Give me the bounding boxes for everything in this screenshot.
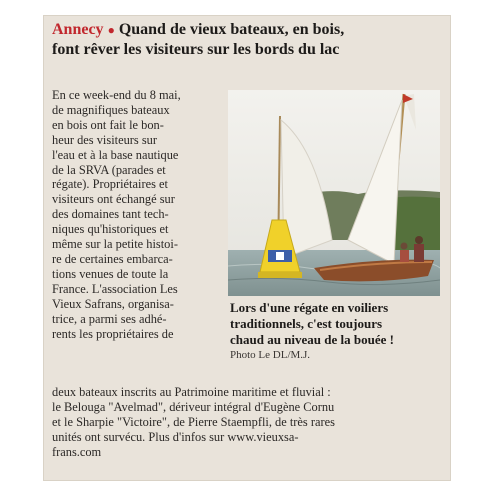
body-line: l'eau et à la base nautique xyxy=(52,147,179,162)
article-body-continued xyxy=(52,385,448,460)
body-line: deux bateaux inscrits au Patrimoine maritime et fluvial : xyxy=(52,385,331,399)
headline xyxy=(52,20,444,59)
body-line: France. L'association Les xyxy=(52,281,178,296)
body-line: de la SRVA (parades et xyxy=(52,162,166,177)
body-line: niques qu'historiques et xyxy=(52,222,169,237)
newspaper-clipping xyxy=(44,16,450,480)
body-line: et le Sharpie "Victoire", de Pierre Staempfli, de très rares xyxy=(52,414,335,429)
body-line: unités ont survécu. Plus d'infos sur www.vieuxsa- xyxy=(52,429,299,444)
body-line: de magnifiques bateaux xyxy=(52,102,170,117)
photo-caption xyxy=(230,300,446,348)
caption-line: chaud au niveau de la bouée ! xyxy=(230,332,394,347)
body-line: visiteurs ont échangé sur xyxy=(52,192,175,207)
regatta-photo-illustration xyxy=(228,90,440,296)
photo-credit: Photo Le DL/M.J. xyxy=(230,349,311,361)
headline-line-1: Quand de vieux bateaux, en bois, xyxy=(118,21,345,38)
sailboats-photo xyxy=(228,90,440,296)
body-line: des domaines tant tech- xyxy=(52,207,169,222)
body-line: rents les propriétaires de xyxy=(52,326,174,341)
article-body-column xyxy=(52,88,228,341)
body-line: frans.com xyxy=(52,444,102,459)
body-line: régate). Propriétaires et xyxy=(52,177,168,192)
body-line: heur des visiteurs sur xyxy=(52,132,157,147)
body-line: En ce week-end du 8 mai, xyxy=(52,88,181,102)
body-line: le Belouga "Avelmad", dériveur intégral d'Eugène Cornu xyxy=(52,399,335,414)
body-line: même sur la petite histoi- xyxy=(52,237,178,252)
caption-line: Lors d'une régate en voiliers xyxy=(230,300,389,315)
kicker-bullet: ● xyxy=(107,23,115,37)
body-line: re de certaines embarca- xyxy=(52,251,173,266)
body-line: Vieux Safrans, organisa- xyxy=(52,296,174,311)
headline-line-2: font rêver les visiteurs sur les bords du lac xyxy=(52,41,340,58)
body-line: trice, a parmi ses adhé- xyxy=(52,311,167,326)
kicker-location: Annecy xyxy=(52,21,104,38)
caption-line: traditionnels, c'est toujours xyxy=(230,316,383,331)
body-line: tions venues de toute la xyxy=(52,266,169,281)
body-line: en bois ont fait le bon- xyxy=(52,117,164,132)
